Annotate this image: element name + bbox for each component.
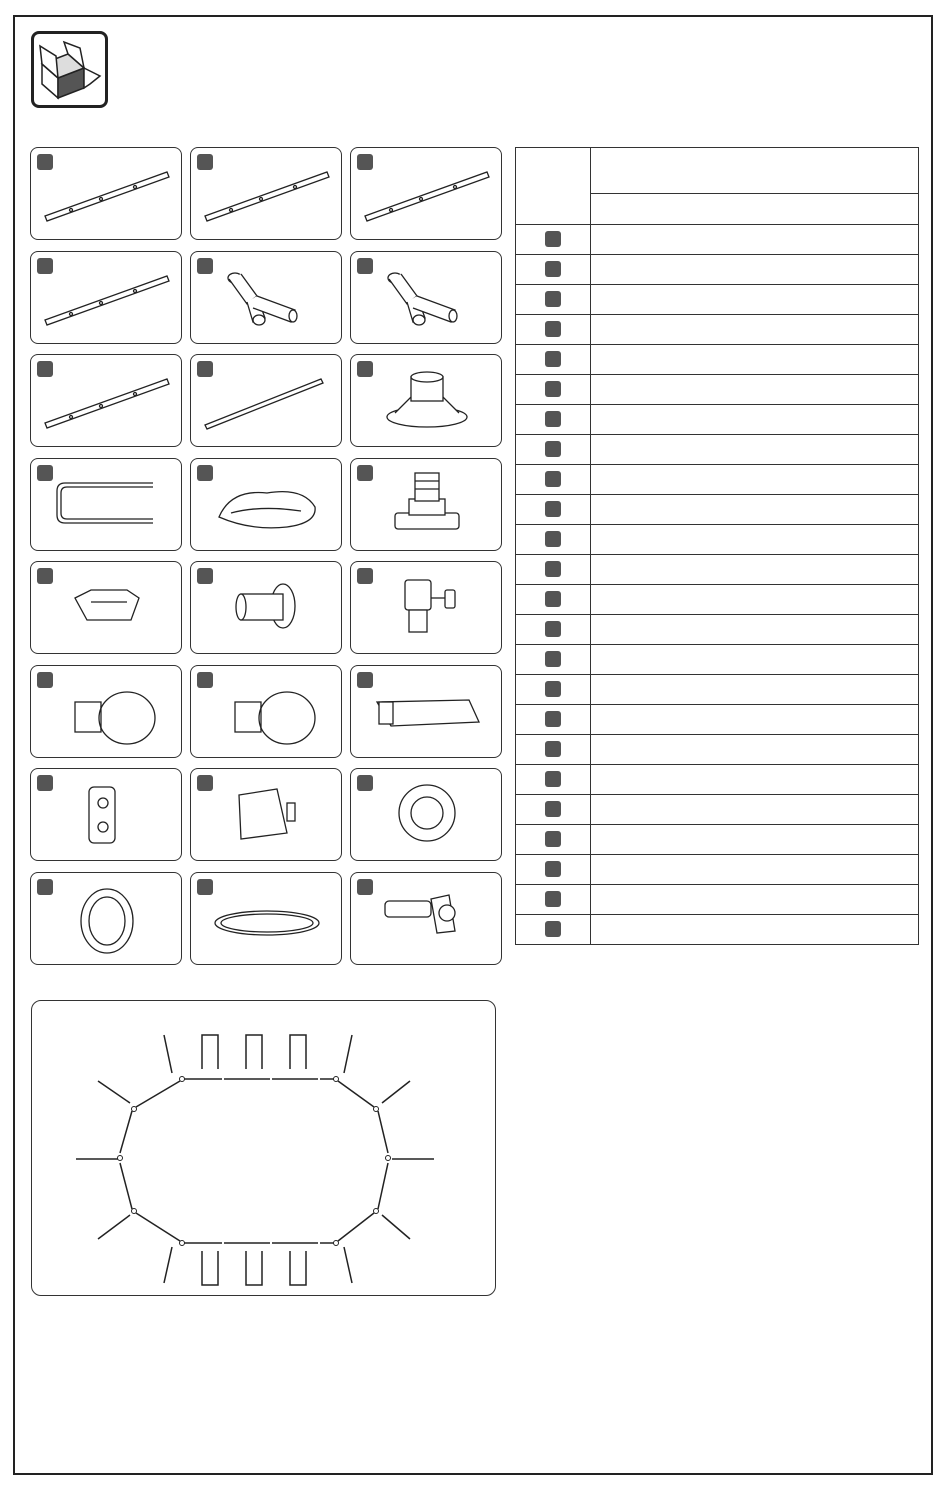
table-row: [516, 825, 919, 855]
part-number-marker: [545, 291, 561, 307]
part-card: [190, 147, 342, 240]
row-description-cell: [590, 735, 918, 765]
part-number-marker: [545, 351, 561, 367]
row-description-cell: [590, 345, 918, 375]
fitting-icon: [31, 666, 181, 756]
part-number-marker: [545, 681, 561, 697]
part-number-marker: [545, 801, 561, 817]
row-description-cell: [590, 795, 918, 825]
table-header-quantity: [590, 194, 918, 225]
row-id-cell: [516, 855, 591, 885]
part-number-marker: [545, 741, 561, 757]
row-id-cell: [516, 525, 591, 555]
straight-pole-icon: [31, 252, 181, 342]
leg-base-icon: [351, 355, 501, 445]
straight-pole-icon: [31, 355, 181, 445]
row-description-cell: [590, 915, 918, 945]
part-card: [350, 458, 502, 551]
part-card: [30, 872, 182, 965]
table-row: [516, 855, 919, 885]
part-number-marker: [545, 231, 561, 247]
part-card: [350, 147, 502, 240]
skimmer-cover-icon: [191, 769, 341, 859]
t-joint-icon: [191, 252, 341, 342]
table-row: [516, 675, 919, 705]
row-description-cell: [590, 645, 918, 675]
jet-nozzle-icon: [351, 873, 501, 963]
hose-adapter-icon: [31, 769, 181, 859]
table-row: [516, 615, 919, 645]
table-row: [516, 225, 919, 255]
part-card: [30, 147, 182, 240]
drain-connector-icon: [351, 459, 501, 549]
washer-icon: [31, 873, 181, 963]
part-card: [30, 354, 182, 447]
part-card: [30, 458, 182, 551]
part-number-marker: [545, 261, 561, 277]
u-support-icon: [31, 459, 181, 549]
row-id-cell: [516, 225, 591, 255]
row-description-cell: [590, 765, 918, 795]
part-number-marker: [545, 561, 561, 577]
part-number-marker: [545, 711, 561, 727]
strainer-icon: [191, 562, 341, 652]
part-number-marker: [545, 831, 561, 847]
open-box-icon: [31, 31, 108, 108]
row-description-cell: [590, 825, 918, 855]
row-description-cell: [590, 405, 918, 435]
row-description-cell: [590, 675, 918, 705]
table-row: [516, 315, 919, 345]
row-description-cell: [590, 255, 918, 285]
part-card: [350, 768, 502, 861]
row-description-cell: [590, 585, 918, 615]
table-row: [516, 465, 919, 495]
row-id-cell: [516, 345, 591, 375]
table-row: [516, 885, 919, 915]
row-id-cell: [516, 885, 591, 915]
table-header-description: [590, 148, 918, 194]
thin-pole-icon: [191, 355, 341, 445]
part-number-marker: [545, 321, 561, 337]
row-description-cell: [590, 225, 918, 255]
part-card: [350, 665, 502, 758]
part-card: [190, 872, 342, 965]
table-row: [516, 405, 919, 435]
part-number-marker: [545, 861, 561, 877]
row-id-cell: [516, 555, 591, 585]
drain-cap-icon: [31, 562, 181, 652]
row-id-cell: [516, 765, 591, 795]
table-row: [516, 765, 919, 795]
row-id-cell: [516, 795, 591, 825]
row-id-cell: [516, 435, 591, 465]
row-id-cell: [516, 615, 591, 645]
table-row: [516, 495, 919, 525]
part-card: [190, 458, 342, 551]
part-number-marker: [545, 441, 561, 457]
t-joint-icon: [351, 252, 501, 342]
frame-layout-icon: [32, 1001, 494, 1294]
row-id-cell: [516, 645, 591, 675]
table-row: [516, 795, 919, 825]
row-id-cell: [516, 375, 591, 405]
table-row: [516, 915, 919, 945]
row-id-cell: [516, 315, 591, 345]
parts-grid: [30, 147, 503, 967]
part-card: [30, 561, 182, 654]
table-row: [516, 345, 919, 375]
row-id-cell: [516, 915, 591, 945]
part-card: [30, 768, 182, 861]
part-card: [190, 251, 342, 344]
row-description-cell: [590, 885, 918, 915]
row-description-cell: [590, 465, 918, 495]
row-description-cell: [590, 495, 918, 525]
parts-table: [515, 147, 919, 945]
part-card: [30, 665, 182, 758]
part-number-marker: [545, 531, 561, 547]
part-card: [190, 354, 342, 447]
part-number-marker: [545, 621, 561, 637]
part-number-marker: [545, 771, 561, 787]
row-id-cell: [516, 705, 591, 735]
part-number-marker: [545, 891, 561, 907]
straight-pole-icon: [351, 148, 501, 238]
part-card: [350, 251, 502, 344]
row-description-cell: [590, 315, 918, 345]
part-card: [190, 768, 342, 861]
table-row: [516, 435, 919, 465]
table-row: [516, 645, 919, 675]
table-row: [516, 285, 919, 315]
row-id-cell: [516, 285, 591, 315]
straight-pole-icon: [31, 148, 181, 238]
table-row: [516, 705, 919, 735]
row-description-cell: [590, 705, 918, 735]
table-header-id: [516, 148, 591, 225]
part-number-marker: [545, 411, 561, 427]
part-number-marker: [545, 501, 561, 517]
table-row: [516, 555, 919, 585]
table-row: [516, 735, 919, 765]
fitting-icon: [191, 666, 341, 756]
part-number-marker: [545, 591, 561, 607]
row-id-cell: [516, 405, 591, 435]
frame-layout-diagram: [31, 1000, 496, 1296]
row-id-cell: [516, 675, 591, 705]
part-card: [350, 872, 502, 965]
row-id-cell: [516, 825, 591, 855]
table-row: [516, 525, 919, 555]
table-row: [516, 255, 919, 285]
row-description-cell: [590, 285, 918, 315]
part-card: [190, 561, 342, 654]
row-description-cell: [590, 525, 918, 555]
row-description-cell: [590, 855, 918, 885]
row-id-cell: [516, 465, 591, 495]
plunger-valve-icon: [351, 562, 501, 652]
part-number-marker: [545, 921, 561, 937]
skimmer-icon: [351, 666, 501, 756]
o-ring-icon: [191, 873, 341, 963]
part-card: [350, 561, 502, 654]
row-id-cell: [516, 495, 591, 525]
strainer-nut-icon: [351, 769, 501, 859]
row-id-cell: [516, 255, 591, 285]
straight-pole-icon: [191, 148, 341, 238]
row-description-cell: [590, 435, 918, 465]
table-row: [516, 585, 919, 615]
part-number-marker: [545, 651, 561, 667]
table-row: [516, 375, 919, 405]
row-description-cell: [590, 615, 918, 645]
row-id-cell: [516, 735, 591, 765]
part-card: [30, 251, 182, 344]
part-card: [190, 665, 342, 758]
row-description-cell: [590, 375, 918, 405]
part-card: [350, 354, 502, 447]
part-number-marker: [545, 471, 561, 487]
row-description-cell: [590, 555, 918, 585]
ground-cloth-icon: [191, 459, 341, 549]
row-id-cell: [516, 585, 591, 615]
part-number-marker: [545, 381, 561, 397]
